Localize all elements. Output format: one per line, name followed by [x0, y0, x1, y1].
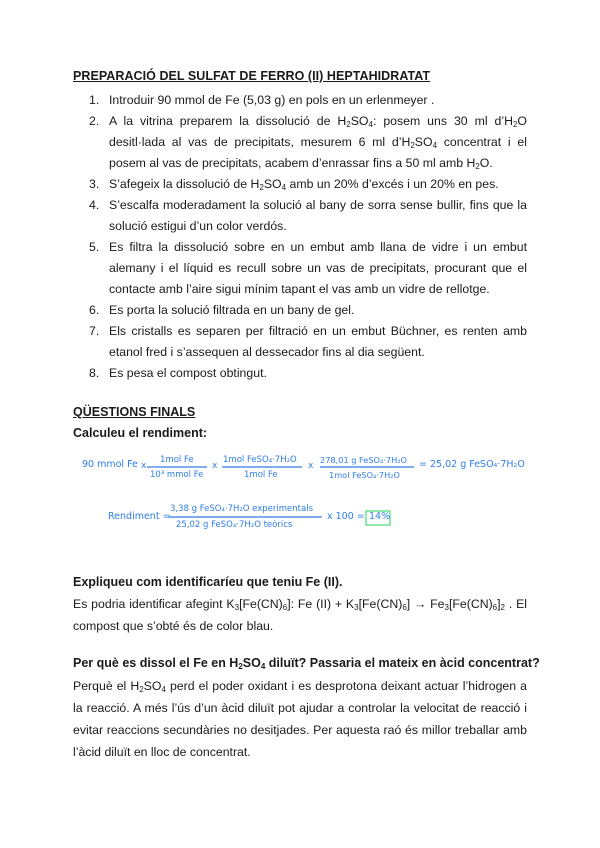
step-number: 8.	[89, 366, 100, 380]
step-text: A la vitrina preparem la dissolució de H	[109, 114, 347, 128]
answer-text: ] → Fe	[406, 597, 445, 611]
answer-subscript: 6	[402, 603, 407, 612]
question-text: diluït? Passaria el mateix en àcid concentrat?	[265, 656, 540, 670]
step-text: SO	[350, 114, 369, 128]
step-text: Es porta la solució filtrada en un bany de gel.	[109, 303, 355, 317]
step-number: 7.	[89, 324, 100, 338]
answer-subscript: 3	[444, 603, 449, 612]
answer-text: ]	[497, 597, 501, 611]
step-number: 2.	[89, 114, 100, 128]
step-subscript: 2	[346, 120, 351, 129]
step-text: S’afegeix la dissolució de H	[109, 177, 260, 191]
question-identify-title: Expliqueu com identificaríeu que teniu Fe (II).	[73, 575, 343, 589]
calc2-denominator: 25,02 g FeSO₄·7H₂O teòrics	[176, 520, 293, 530]
step-text: amb un 20% d’excés i un 20% en pes.	[286, 177, 499, 191]
calc1-times-2: x	[212, 461, 218, 471]
calc2-numerator: 3,38 g FeSO₄·7H₂O experimentals	[170, 504, 313, 514]
question-dilute-answer	[73, 675, 527, 763]
answer-text: [Fe(CN)	[448, 597, 493, 611]
step-text: : posem uns 30 ml d’H	[372, 114, 513, 128]
calc1-factor3-denominator: 1mol FeSO₄·7H₂O	[329, 470, 400, 480]
question-dilute-title	[73, 656, 540, 670]
step-text: O.	[479, 156, 493, 170]
question-subscript: 2	[238, 662, 243, 671]
step-text: Introduir 90 mmol de Fe (5,03 g) en pols en un erlenmeyer .	[109, 93, 435, 107]
calc1-result: = 25,02 g FeSO₄·7H₂O	[419, 459, 525, 470]
answer-subscript: 3	[354, 603, 359, 612]
step-subscript: 4	[432, 141, 438, 150]
calc2-answer: 14%	[369, 511, 391, 522]
answer-text: Perquè el H	[73, 679, 140, 693]
step-number: 5.	[89, 240, 100, 254]
step-text: S’escalfa moderadament la solució al bany de sorra sense bullir, fins que la solució estigui d’un color verdós.	[109, 198, 527, 233]
calc1-times-3: x	[308, 461, 314, 471]
answer-text: ]: Fe (II) + K	[287, 597, 355, 611]
step-text: SO	[263, 177, 282, 191]
step-subscript: 4	[281, 183, 287, 192]
step-subscript: 4	[368, 120, 373, 129]
step-text: Es pesa el compost obtingut.	[109, 366, 267, 380]
answer-subscript: 4	[161, 685, 166, 694]
step-number: 4.	[89, 198, 100, 212]
step-number: 6.	[89, 303, 100, 317]
page-title: PREPARACIÓ DEL SULFAT DE FERRO (II) HEPTAHIDRATAT	[73, 69, 431, 83]
step-number: 3.	[89, 177, 100, 191]
answer-subscript: 2	[139, 685, 144, 694]
answer-text: SO	[143, 679, 162, 693]
step-subscript: 2	[475, 162, 480, 171]
step-subscript: 2	[410, 141, 415, 150]
answer-subscript: 6	[282, 603, 288, 612]
answer-text: Es podria identificar afegint K	[73, 597, 235, 611]
calc1-factor2-numerator: 1mol FeSO₄·7H₂O	[223, 455, 297, 465]
question-subscript: 4	[260, 662, 266, 671]
calc1-factor3-numerator: 278,01 g FeSO₄·7H₂O	[320, 455, 407, 465]
calc1-factor1-denominator: 10³ mmol Fe	[150, 470, 204, 480]
calc1-factor2-denominator: 1mol Fe	[244, 470, 278, 480]
step-subscript: 2	[259, 183, 264, 192]
step-text: O desitl·lada al vas de precipitats, mesurem 6 ml d’H	[109, 114, 527, 149]
questions-heading: QÜESTIONS FINALS	[73, 405, 196, 419]
answer-subscript: 3	[234, 603, 240, 612]
answer-text: [Fe(CN)	[239, 597, 283, 611]
step-text: Es filtra la dissolució sobre en un embut amb llana de vidre i un embut alemany i el líquid es recull sobre un vas de precipitats, procurant que el contacte amb l’aire sigui mínim tapant el vas amb un vidre de rellotge.	[109, 240, 527, 296]
step-number: 1.	[89, 93, 100, 107]
step-text: concentrat i el posem al vas de precipitats, acabem d’enrassar fins a 50 ml amb H	[109, 135, 527, 170]
calc1-start: 90 mmol Fe	[82, 459, 138, 470]
step-subscript: 2	[512, 120, 518, 129]
calc1-factor1-numerator: 1mol Fe	[160, 455, 194, 465]
question-yield-title: Calculeu el rendiment:	[73, 426, 208, 440]
question-identify-answer	[73, 593, 527, 637]
step-text: Els cristalls es separen per filtració en un embut Büchner, es renten amb etanol fred i s’assequen al dessecador fins al dia següent.	[109, 324, 527, 359]
answer-subscript: 2	[500, 603, 505, 612]
answer-text: . El compost que s’obté és de color blau.	[73, 597, 528, 633]
answer-text: perd el poder oxidant i es desprotona deixant actuar l’hidrogen a la reacció. A més l’ús d’un àcid diluït pot ajudar a controlar la velocitat de reacció i evitar reaccions secundàries no desitjades. Per aquesta raó és millor treballar amb l’àcid diluït en lloc de concentrat.	[73, 679, 527, 759]
calc1-times-1: x	[141, 461, 147, 471]
step-text: SO	[414, 135, 433, 149]
answer-text: [Fe(CN)	[358, 597, 403, 611]
question-text: Per què es dissol el Fe en H	[73, 656, 239, 670]
answer-subscript: 6	[492, 603, 498, 612]
calc2-label: Rendiment =	[108, 511, 171, 522]
calc2-times: x 100 =	[327, 511, 365, 522]
question-text: SO	[242, 656, 261, 670]
